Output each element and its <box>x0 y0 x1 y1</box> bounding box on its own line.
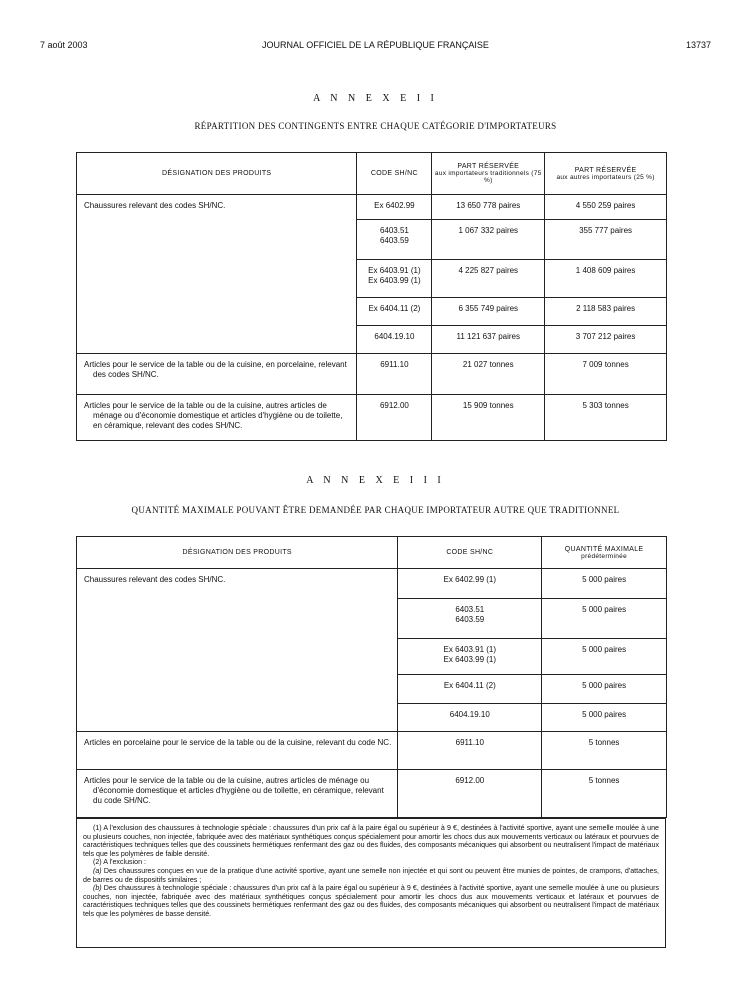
product-label: Articles pour le service de la table ou de la cuisine, autres articles de ménage ou d'économie domestique et articles d'hygiène ou de toilette, en céramique, relevant du code SH/NC. <box>77 770 398 818</box>
code-cell: 6911.10 <box>357 354 432 395</box>
page-header <box>40 40 711 56</box>
trad-cell: 15 909 tonnes <box>432 395 545 441</box>
annex2-title: RÉPARTITION DES CONTINGENTS ENTRE CHAQUE CATÉGORIE D'IMPORTATEURS <box>194 121 557 131</box>
col-header-other: PART RÉSERVÉE aux autres importateurs (25 %) <box>545 153 667 195</box>
code-cell: 6403.51 6403.59 <box>357 220 432 260</box>
other-cell: 5 303 tonnes <box>545 395 667 441</box>
trad-cell: 11 121 637 paires <box>432 326 545 354</box>
annex2-label: A N N E X E I I <box>313 93 438 104</box>
code-cell: Ex 6402.99 (1) <box>398 569 542 599</box>
code-cell: Ex 6404.11 (2) <box>398 675 542 704</box>
qty-cell: 5 tonnes <box>542 770 667 818</box>
code-cell: 6403.51 6403.59 <box>398 599 542 639</box>
footnote-2a: (a) Des chaussures conçues en vue de la pratique d'une activité sportive, ayant une semelle non injectée et qui sont ou peuvent être munies de pointes, de crampons, d'attaches, de barres ou de dispositifs similaires ; <box>83 866 659 884</box>
trad-cell: 13 650 778 paires <box>432 195 545 220</box>
col-header-product: DÉSIGNATION DES PRODUITS <box>77 153 357 195</box>
other-cell: 4 550 259 paires <box>545 195 667 220</box>
annex3-title: QUANTITÉ MAXIMALE POUVANT ÊTRE DEMANDÉE PAR CHAQUE IMPORTATEUR AUTRE QUE TRADITIONNEL <box>131 505 620 515</box>
col-header-qty: QUANTITÉ MAXIMALE prédéterminée <box>542 537 667 569</box>
table-row <box>77 395 667 441</box>
code-cell: 6912.00 <box>357 395 432 441</box>
trad-cell: 4 225 827 paires <box>432 260 545 298</box>
annex3-label: A N N E X E I I I <box>306 475 445 486</box>
qty-cell: 5 000 paires <box>542 704 667 732</box>
header-page-number: 13737 <box>685 40 711 50</box>
code-cell: Ex 6404.11 (2) <box>357 298 432 326</box>
annex3-table <box>76 536 667 818</box>
product-label: Chaussures relevant des codes SH/NC. <box>77 195 357 354</box>
table-row <box>77 195 667 220</box>
table-row <box>77 569 667 599</box>
footnote-2b: (b) Des chaussures à technologie spéciale : chaussures d'un prix caf à la paire égal ou supérieur à 9 €, destinées à l'activité sportive, ayant une semelle moulée à une ou plusieurs couches, non injectée, fabriquée avec des matériaux synthétiques conçus spécialement pour amortir les chocs dus aux mouvements verticaux et latéraux et pourvues de caractéristiques techniques telles que des coussinets hermétiques renfermant des gaz ou des fluides, des composants mécaniques qui absorbent ou neutralisent l'impact de matériaux tels que les polymères de basse densité. <box>83 884 659 918</box>
table-row <box>77 354 667 395</box>
qty-cell: 5 tonnes <box>542 732 667 770</box>
other-cell: 3 707 212 paires <box>545 326 667 354</box>
header-journal: JOURNAL OFFICIEL DE LA RÉPUBLIQUE FRANÇAISE <box>262 40 489 50</box>
table-row <box>77 732 667 770</box>
qty-cell: 5 000 paires <box>542 675 667 704</box>
other-cell: 2 118 583 paires <box>545 298 667 326</box>
product-label: Articles pour le service de la table ou de la cuisine, autres articles de ménage ou d'économie domestique et articles d'hygiène ou de toilette, en céramique, relevant des codes SH/NC. <box>77 395 357 441</box>
col-header-code: CODE SH/NC <box>398 537 542 569</box>
qty-cell: 5 000 paires <box>542 639 667 675</box>
col-header-code: CODE SH/NC <box>357 153 432 195</box>
product-label: Articles pour le service de la table ou de la cuisine, en porcelaine, relevant des codes SH/NC. <box>77 354 357 395</box>
product-label: Chaussures relevant des codes SH/NC. <box>77 569 398 732</box>
code-cell: 6911.10 <box>398 732 542 770</box>
code-cell: 6404.19.10 <box>398 704 542 732</box>
table-row <box>77 770 667 818</box>
code-cell: Ex 6403.91 (1) Ex 6403.99 (1) <box>398 639 542 675</box>
other-cell: 1 408 609 paires <box>545 260 667 298</box>
other-cell: 7 009 tonnes <box>545 354 667 395</box>
footnotes <box>76 818 666 948</box>
other-cell: 355 777 paires <box>545 220 667 260</box>
code-cell: 6404.19.10 <box>357 326 432 354</box>
code-cell: Ex 6403.91 (1) Ex 6403.99 (1) <box>357 260 432 298</box>
trad-cell: 1 067 332 paires <box>432 220 545 260</box>
trad-cell: 21 027 tonnes <box>432 354 545 395</box>
code-cell: Ex 6402.99 <box>357 195 432 220</box>
col-header-product: DÉSIGNATION DES PRODUITS <box>77 537 398 569</box>
product-label: Articles en porcelaine pour le service de la table ou de la cuisine, relevant du code NC. <box>77 732 398 770</box>
col-header-trad: PART RÉSERVÉE aux importateurs traditionnels (75 %) <box>432 153 545 195</box>
qty-cell: 5 000 paires <box>542 569 667 599</box>
header-date: 7 août 2003 <box>40 40 88 50</box>
qty-cell: 5 000 paires <box>542 599 667 639</box>
footnote-2: (2) A l'exclusion : <box>93 858 147 867</box>
footnote-1: (1) A l'exclusion des chaussures à technologie spéciale : chaussures d'un prix caf à la paire égal ou supérieur à 9 €, destinées à l'activité sportive, ayant une semelle moulée à une ou plusieurs couches, non injectée, fabriquée avec des matériaux synthétiques conçus spécialement pour amortir les chocs dus aux mouvements verticaux ou latéraux et pourvues de caractéristiques techniques telles que des coussinets hermétiques renfermant des gaz ou des fluides, des composants mécaniques qui absorbent ou neutralisent l'impact de matériaux tels que les polymères de faible densité. <box>83 824 659 858</box>
code-cell: 6912.00 <box>398 770 542 818</box>
annex2-table <box>76 152 667 441</box>
trad-cell: 6 355 749 paires <box>432 298 545 326</box>
